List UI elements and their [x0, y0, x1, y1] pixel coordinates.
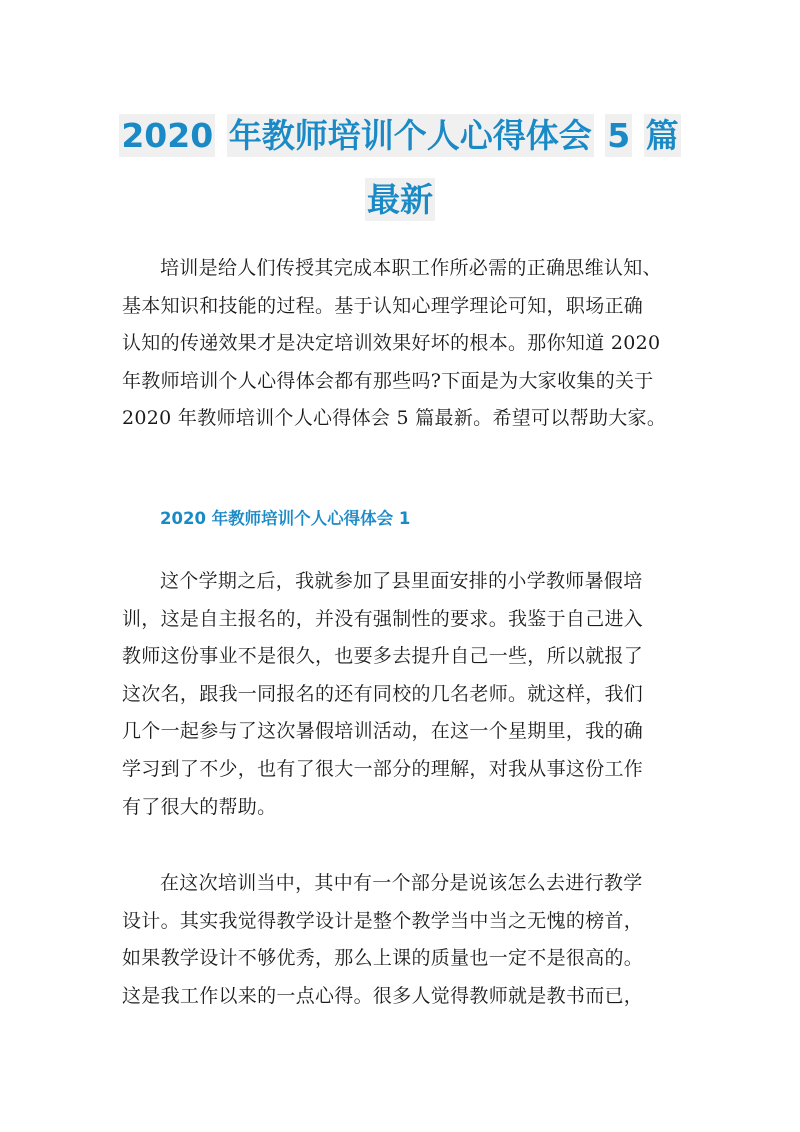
- title-line-1: [100, 104, 700, 168]
- paragraph-line: 在这次培训当中，其中有一个部分是说该怎么去进行教学: [160, 872, 643, 894]
- title-latest: 最新: [367, 180, 433, 219]
- title-count: 5: [607, 116, 631, 155]
- paragraph-line: 几个一起参与了这次暑假培训活动，在这一个星期里，我的确: [122, 720, 644, 743]
- paragraph-line: 设计。其实我觉得教学设计是整个教学当中当之无愧的榜首，: [122, 909, 644, 932]
- paragraph-line: 这是我工作以来的一点心得。很多人觉得教师就是教书而已，: [122, 984, 644, 1007]
- section1-paragraph-2: [122, 865, 680, 1015]
- paragraph-line: 学习到了不少，也有了很大一部分的理解，对我从事这份工作: [122, 757, 644, 780]
- intro-line: 年教师培训个人心得体会都有那些吗?下面是为大家收集的关于: [122, 369, 654, 392]
- paragraph-line: 这次名，跟我一同报名的还有同校的几名老师。就这样，我们: [122, 682, 644, 705]
- intro-paragraph: [122, 250, 680, 438]
- paragraph-line: 有了很大的帮助。: [122, 795, 277, 818]
- title-unit: 篇: [645, 116, 679, 155]
- paragraph-line: 这个学期之后，我就参加了县里面安排的小学教师暑假培: [160, 570, 643, 592]
- intro-line: 认知的传递效果才是决定培训效果好坏的根本。那你知道 2020: [122, 332, 661, 355]
- paragraph-line: 教师这份事业不是很久，也要多去提升自己一些，所以就报了: [122, 645, 644, 668]
- title-line-2: [100, 168, 700, 232]
- paragraph-line: 训，这是自主报名的，并没有强制性的要求。我鉴于自己进入: [122, 607, 644, 630]
- intro-line: 2020 年教师培训个人心得体会 5 篇最新。希望可以帮助大家。: [122, 407, 667, 430]
- title-year: 2020: [121, 116, 214, 155]
- title-text: 年教师培训个人心得体会: [228, 116, 592, 155]
- paragraph-line: 如果教学设计不够优秀，那么上课的质量也一定不是很高的。: [122, 947, 644, 970]
- intro-line: 基本知识和技能的过程。基于认知心理学理论可知，职场正确: [122, 294, 644, 317]
- intro-line: 培训是给人们传授其完成本职工作所必需的正确思维认知、: [160, 257, 662, 279]
- section-heading: 2020 年教师培训个人心得体会 1: [160, 509, 411, 528]
- document-title: [100, 104, 700, 232]
- section1-paragraph-1: [122, 563, 680, 826]
